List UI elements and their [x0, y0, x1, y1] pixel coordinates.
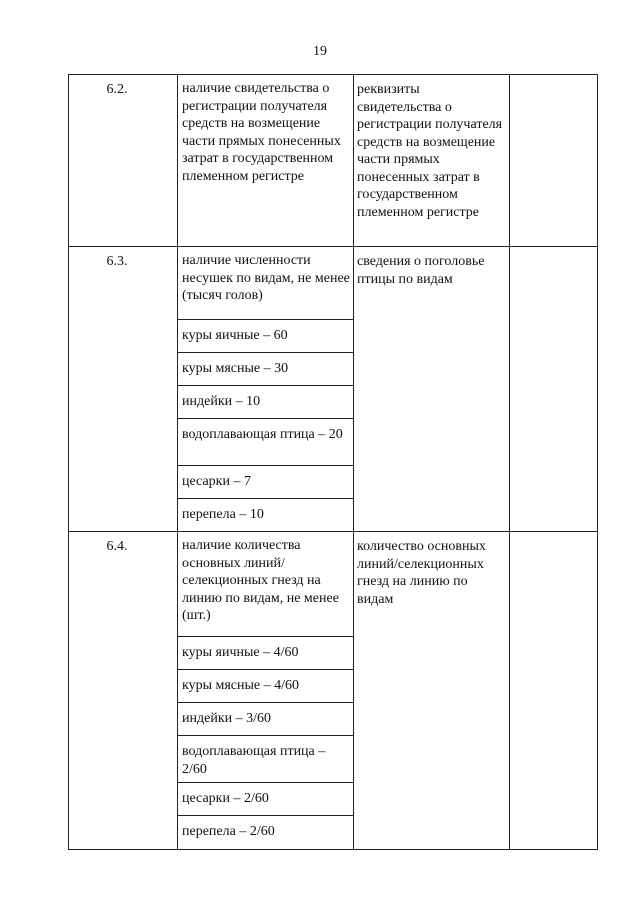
list-item: куры мясные – 30: [178, 353, 354, 386]
table-row-6-4: [69, 532, 598, 637]
row-number-cell: [69, 532, 178, 850]
requirement-cell: сведения о поголовье птицы по видам: [354, 247, 510, 532]
criterion-cell: наличие свидетельства о регистрации получателя средств на возмещение части прямых понесенных затрат в государственном племенном регистре: [178, 75, 354, 247]
row-number: 6.4.: [106, 539, 128, 554]
list-item: куры яичные – 4/60: [178, 637, 354, 670]
empty-cell: [510, 532, 598, 850]
criterion-cell: наличие количества основных линий/селекционных гнезд на линию по видам, не менее (шт.): [178, 532, 354, 637]
row-number-cell: [69, 75, 178, 247]
table-row-6-2: [69, 75, 598, 247]
page-number: 19: [313, 44, 327, 59]
table-row-6-3: [69, 247, 598, 320]
list-item: перепела – 2/60: [178, 816, 354, 850]
list-item: перепела – 10: [178, 499, 354, 532]
row-number-cell: [69, 247, 178, 532]
empty-cell: [510, 247, 598, 532]
row-number: 6.2.: [106, 82, 128, 97]
empty-cell: [510, 75, 598, 247]
requirement-cell: количество основных линий/селекционных гнезд на линию по видам: [354, 532, 510, 850]
list-item: куры яичные – 60: [178, 320, 354, 353]
list-item: водоплавающая птица – 20: [178, 419, 354, 466]
criterion-cell: наличие численности несушек по видам, не менее (тысяч голов): [178, 247, 354, 320]
row-number: 6.3.: [106, 254, 128, 269]
requirement-cell: реквизиты свидетельства о регистрации получателя средств на возмещение части прямых понесенных затрат в государственном племенном регистре: [354, 75, 510, 247]
list-item: цесарки – 2/60: [178, 783, 354, 816]
list-item: цесарки – 7: [178, 466, 354, 499]
list-item: куры мясные – 4/60: [178, 670, 354, 703]
criteria-table: [68, 74, 598, 850]
list-item: индейки – 3/60: [178, 703, 354, 736]
list-item: водоплавающая птица – 2/60: [178, 736, 354, 783]
list-item: индейки – 10: [178, 386, 354, 419]
